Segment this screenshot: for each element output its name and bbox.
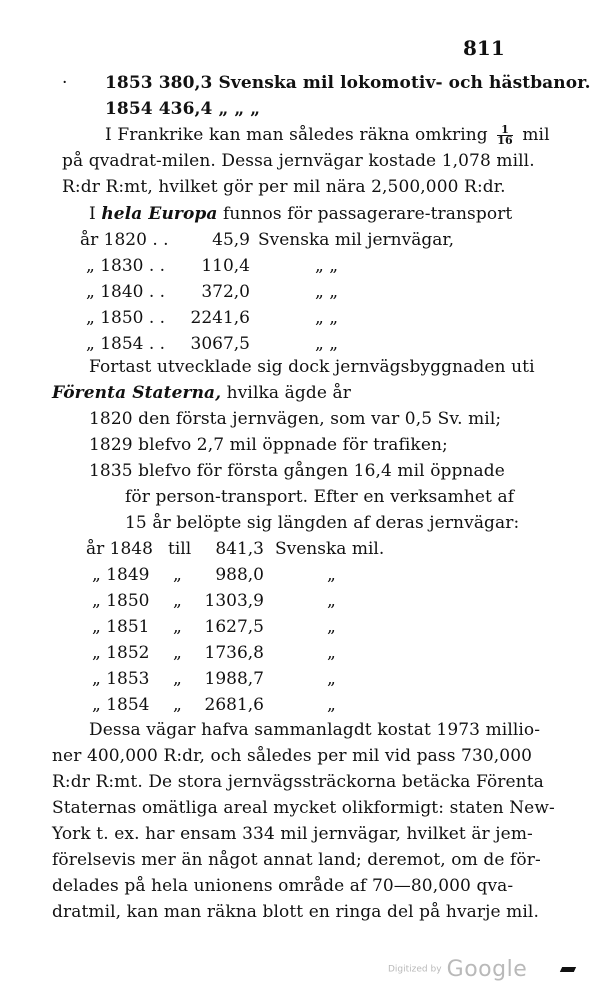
usa-row-rest: „ (327, 643, 336, 663)
usa-row-value: 1303,9 (204, 591, 264, 611)
text-line-qvadrat: på qvadrat-milen. Dessa jernvägar kostade 1,078 mill. (62, 151, 535, 171)
usa-row-mid: till (168, 539, 192, 559)
europa-row-value: 2241,6 (190, 308, 250, 328)
europa-row-rest: Svenska mil jernvägar, (258, 230, 455, 250)
closing-line: delades på hela unionens område af 70—80,000 qva- (52, 876, 514, 896)
text-line-1854: 1854 436,4 „ „ „ (105, 99, 261, 119)
closing-line: ner 400,000 R:dr, och således per mil vid pass 730,000 (52, 746, 533, 766)
usa-row-prefix: „ 1851 (92, 617, 150, 637)
europa-row-prefix: år 1820 . . (80, 230, 169, 250)
closing-line: Dessa vägar hafva sammanlagdt kostat 1973 millio- (89, 720, 541, 740)
digitized-watermark (388, 957, 527, 982)
usa-row-value: 2681,6 (204, 695, 264, 715)
europa-row-value: 3067,5 (190, 334, 250, 354)
europa-row-rest: „ „ (315, 334, 339, 354)
europa-emph: hela Europa (101, 204, 218, 224)
fraction-unit: mil (522, 125, 550, 145)
usa-intro-line-1: Fortast utvecklade sig dock jernvägsbyggnaden uti (89, 357, 535, 377)
text-line-frankrike (105, 124, 550, 146)
usa-intro-rest: hvilka ägde år (221, 383, 351, 403)
usa-row-rest: „ (327, 591, 336, 611)
usa-row-prefix: „ 1854 (92, 695, 150, 715)
usa-row-mid: „ (173, 669, 182, 689)
usa-row-mid: „ (173, 565, 182, 585)
europa-row-rest: „ „ (315, 256, 339, 276)
closing-line: Staternas omätliga areal mycket olikformigt: staten New- (52, 798, 555, 818)
usa-row-prefix: „ 1852 (92, 643, 150, 663)
fraction (497, 125, 513, 146)
usa-row-rest: „ (327, 617, 336, 637)
usa-row-value: 1736,8 (204, 643, 264, 663)
usa-row-prefix: år 1848 (86, 539, 153, 559)
europa-prefix: I (89, 204, 102, 224)
usa-row-mid: „ (173, 591, 182, 611)
usa-line: 1829 blefvo 2,7 mil öppnade för trafiken; (89, 435, 448, 455)
watermark-logo: Google (446, 957, 528, 982)
europa-row-value: 110,4 (201, 256, 250, 276)
margin-mark: · (62, 73, 68, 93)
europa-row-value: 372,0 (201, 282, 250, 302)
usa-row-value: 988,0 (215, 565, 264, 585)
usa-emph: Förenta Staterna, (52, 383, 222, 403)
europa-row-prefix: „ 1850 . . (86, 308, 166, 328)
europa-suffix: funnos för passagerare-transport (217, 204, 513, 224)
scan-mark (560, 967, 576, 972)
usa-line: för person-transport. Efter en verksamhet af (125, 487, 515, 507)
usa-row-rest: „ (327, 695, 336, 715)
watermark-small: Digitized by (388, 964, 442, 975)
fraction-numerator: 1 (497, 125, 513, 136)
page-number: 811 (463, 36, 505, 60)
usa-row-mid: „ (173, 617, 182, 637)
closing-line: York t. ex. har ensam 334 mil jernvägar, hvilket är jem- (52, 824, 533, 844)
usa-row-rest: „ (327, 565, 336, 585)
fraction-denominator: 16 (497, 134, 513, 147)
europa-row-rest: „ „ (315, 282, 339, 302)
usa-row-rest: Svenska mil. (275, 539, 385, 559)
europa-row-prefix: „ 1854 . . (86, 334, 166, 354)
text-line-rdr: R:dr R:mt, hvilket gör per mil nära 2,500,000 R:dr. (62, 177, 506, 197)
usa-row-value: 841,3 (215, 539, 264, 559)
europa-row-prefix: „ 1840 . . (86, 282, 166, 302)
europa-row-rest: „ „ (315, 308, 339, 328)
europa-heading (89, 203, 512, 225)
text-line-1853: 1853 380,3 Svenska mil lokomotiv- och hästbanor. (105, 73, 591, 93)
usa-row-prefix: „ 1853 (92, 669, 150, 689)
europa-row-value: 45,9 (212, 230, 250, 250)
usa-row-mid: „ (173, 695, 182, 715)
usa-line: 1835 blefvo för första gången 16,4 mil öppnade (89, 461, 505, 481)
frankrike-text: I Frankrike kan man således räkna omkring (105, 125, 488, 145)
usa-line: 15 år belöpte sig längden af deras jernvägar: (125, 513, 520, 533)
usa-row-value: 1627,5 (204, 617, 264, 637)
usa-row-prefix: „ 1850 (92, 591, 150, 611)
usa-row-prefix: „ 1849 (92, 565, 150, 585)
europa-row-prefix: „ 1830 . . (86, 256, 166, 276)
closing-line: förelsevis mer än något annat land; deremot, om de för- (52, 850, 541, 870)
usa-line: 1820 den första jernvägen, som var 0,5 Sv. mil; (89, 409, 502, 429)
usa-row-rest: „ (327, 669, 336, 689)
usa-row-mid: „ (173, 643, 182, 663)
usa-row-value: 1988,7 (204, 669, 264, 689)
usa-intro-line-2 (52, 382, 351, 404)
closing-line: R:dr R:mt. De stora jernvägssträckorna betäcka Förenta (52, 772, 544, 792)
closing-line: dratmil, kan man räkna blott en ringa del på hvarje mil. (52, 902, 539, 922)
